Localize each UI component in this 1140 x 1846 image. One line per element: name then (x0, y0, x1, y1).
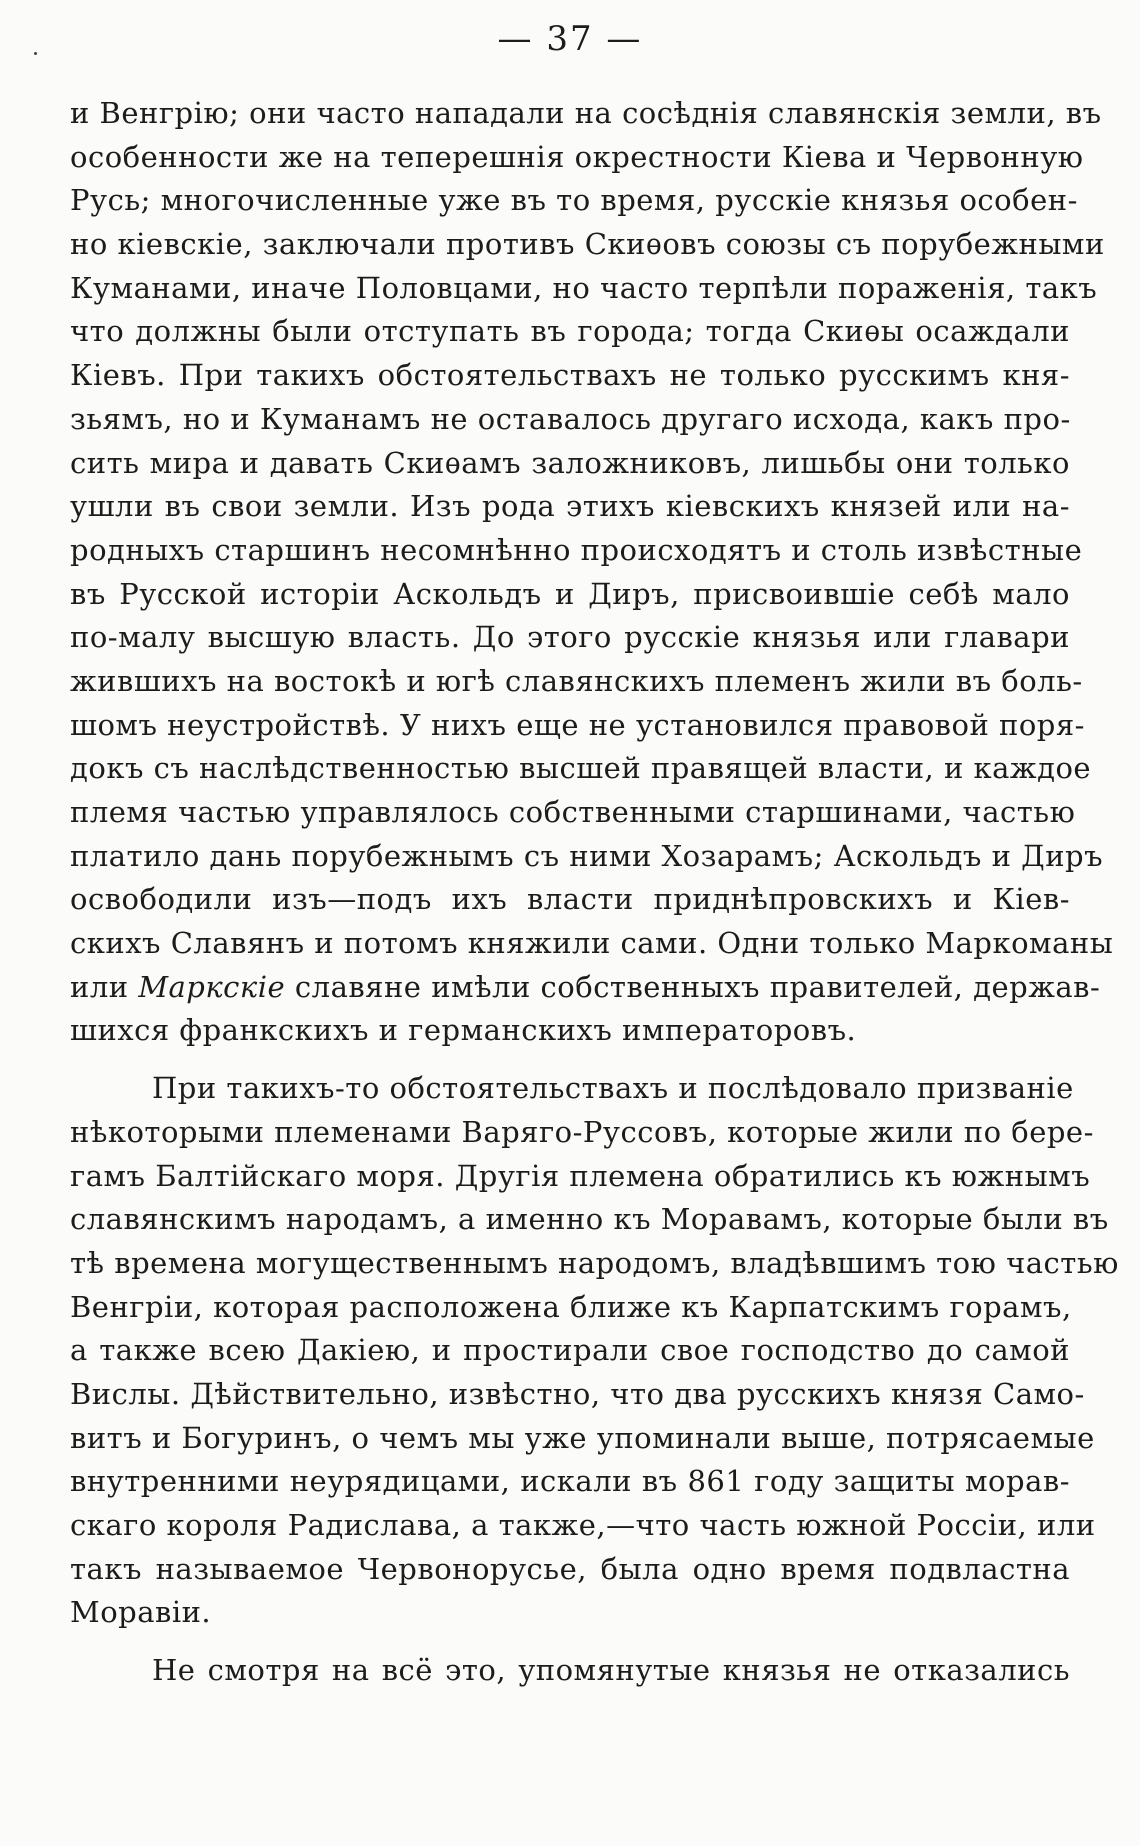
body-text (70, 92, 1119, 1693)
text-line: нѣкоторыми племенами Варяго-Руссовъ, которые жили по бере- (70, 1114, 1094, 1149)
text-line-indented: Не смотря на всё это, упомянутые князья не отказались (152, 1653, 1070, 1688)
text-line: Вислы. Дѣйствительно, извѣстно, что два русскихъ князя Само- (70, 1376, 1085, 1411)
paragraph-1 (70, 92, 1114, 1053)
paragraph-gap (70, 1053, 1070, 1067)
text-line: что должны были отступать въ города; тогда Скиѳы осаждали (70, 314, 1070, 349)
paragraph-2 (70, 1067, 1119, 1635)
text-line: родныхъ старшинъ несомнѣнно происходятъ и столь извѣстные (70, 532, 1083, 567)
text-line: сить мира и давать Скиѳамъ заложниковъ, лишьбы они только (70, 445, 1070, 480)
text-line: Русь; многочисленные уже въ то время, русскіе князья особен- (70, 183, 1078, 218)
text-line: славянскимъ народамъ, а именно къ Моравамъ, которые были въ (70, 1202, 1109, 1237)
text-line: Венгріи, которая расположена ближе къ Карпатскимъ горамъ, (70, 1289, 1072, 1324)
text-line: но кіевскіе, заключали противъ Скиѳовъ союзы съ порубежными (70, 227, 1105, 262)
text-line-last: шихся франкскихъ и германскихъ императоровъ. (70, 1013, 857, 1048)
text-line: и Венгрію; они часто нападали на сосѣднія славянскія земли, въ (70, 96, 1102, 130)
text-line: шомъ неустройствѣ. У нихъ еще не установился правовой поря- (70, 707, 1085, 742)
text-line: витъ и Богуринъ, о чемъ мы уже упоминали выше, потрясаемые (70, 1420, 1095, 1455)
text-line: тѣ времена могущественнымъ народомъ, владѣвшимъ тою частью (70, 1245, 1119, 1280)
text-line: Кіевъ. При такихъ обстоятельствахъ не только русскимъ кня- (70, 358, 1070, 393)
text-line: внутренними неурядицами, искали въ 861 году защиты морав- (70, 1464, 1070, 1499)
italic-term: Маркскіе (138, 969, 286, 1004)
text-line: племя частью управлялось собственными старшинами, частью (70, 795, 1076, 829)
text-segment: славяне имѣли собственныхъ правителей, держав- (285, 969, 1101, 1004)
text-line: Куманами, иначе Половцами, но часто терпѣли пораженія, такъ (70, 270, 1098, 305)
text-line-with-italic (70, 966, 1101, 1010)
text-line: жившихъ на востокѣ и югѣ славянскихъ племенъ жили въ боль- (70, 663, 1083, 698)
text-line: а также всею Дакіею, и простирали свое господство до самой (70, 1333, 1070, 1368)
text-line: ушли въ свои земли. Изъ рода этихъ кіевскихъ князей или на- (70, 489, 1070, 524)
text-line: скихъ Славянъ и потомъ княжили сами. Одни только Маркоманы (70, 926, 1114, 961)
text-line: особенности же на теперешнія окрестности Кіева и Червонную (70, 139, 1084, 174)
page-number: — 37 — (497, 19, 643, 59)
text-line: освободили изъ—подъ ихъ власти приднѣпровскихъ и Кіев- (70, 882, 1070, 917)
text-line-last: Моравіи. (70, 1595, 212, 1630)
text-segment: или (70, 969, 139, 1004)
text-line: докъ съ наслѣдственностью высшей правящей власти, и каждое (70, 751, 1092, 786)
paragraph-gap (70, 1635, 1070, 1649)
text-line: гамъ Балтійскаго моря. Другія племена обратились къ южнымъ (70, 1158, 1091, 1193)
text-line: платило дань порубежнымъ съ ними Хозарамъ; Аскольдъ и Диръ (70, 838, 1104, 873)
text-line: такъ называемое Червонорусье, была одно время подвластна (70, 1551, 1070, 1586)
text-line-indented: При такихъ-то обстоятельствахъ и послѣдовало призваніе (152, 1071, 1074, 1106)
text-line: по-малу высшую власть. До этого русскіе князья или главари (70, 620, 1070, 655)
paragraph-3 (70, 1649, 1070, 1693)
text-line: въ Русской исторіи Аскольдъ и Диръ, присвоившіе себѣ мало (70, 576, 1070, 611)
text-line: зьямъ, но и Куманамъ не оставалось другаго исхода, какъ про- (70, 401, 1071, 436)
text-line: скаго короля Радислава, а также,—что часть южной Россіи, или (70, 1508, 1096, 1542)
